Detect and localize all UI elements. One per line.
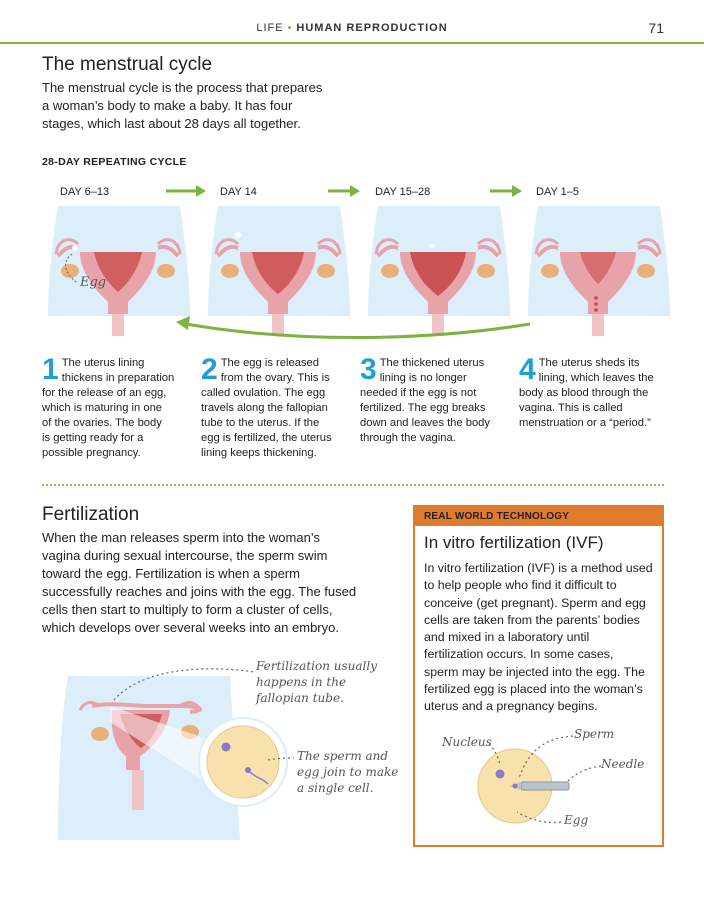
caption-line: fallopian tube. bbox=[256, 691, 344, 705]
step-line: tube to the uterus. If the bbox=[201, 417, 320, 429]
caption-line: happens in the bbox=[256, 675, 347, 689]
step-line: thickens in preparation bbox=[61, 372, 175, 384]
nucleus bbox=[222, 743, 231, 752]
caption-line: Fertilization usually bbox=[256, 659, 377, 673]
page-number: 71 bbox=[648, 20, 664, 36]
fertilization-title: Fertilization bbox=[42, 504, 140, 525]
egg-marker bbox=[72, 245, 78, 251]
step-line: through the vagina. bbox=[360, 432, 456, 444]
step-line: lining is no longer bbox=[379, 372, 467, 384]
ivf-nucleus bbox=[496, 770, 505, 779]
step-line: needed if the egg is not bbox=[360, 387, 477, 399]
step-1 bbox=[42, 353, 192, 461]
ivf-sperm bbox=[513, 784, 518, 789]
page-header bbox=[0, 0, 704, 44]
step-line: menstruation or a “period.” bbox=[519, 417, 651, 429]
step-line: travels along the fallopian bbox=[201, 402, 328, 414]
step-line: lining keeps thickening. bbox=[201, 447, 317, 459]
chapter-name: HUMAN REPRODUCTION bbox=[296, 22, 448, 34]
step-number: 4 bbox=[519, 353, 536, 386]
intro-line: a woman’s body to make a baby. It has four bbox=[42, 98, 293, 113]
caption-tube bbox=[256, 658, 377, 706]
ovary-left bbox=[91, 727, 109, 741]
step-line: The egg is released bbox=[220, 357, 319, 369]
ivf-egg-label: Egg bbox=[564, 813, 589, 827]
cycle-label: 28-DAY REPEATING CYCLE bbox=[42, 156, 187, 168]
day-label-3: DAY 15–28 bbox=[375, 186, 431, 198]
ivf-text bbox=[424, 560, 660, 716]
stage-2-panel bbox=[208, 206, 350, 336]
section-divider bbox=[42, 484, 664, 486]
step-line: body as blood through the bbox=[519, 387, 649, 399]
step-line: down and leaves the body bbox=[360, 417, 490, 429]
text-line: uterus and a pregnancy begins. bbox=[424, 699, 598, 714]
step-line: is getting ready for a bbox=[42, 432, 144, 444]
step-number: 3 bbox=[360, 353, 377, 386]
day-label-1: DAY 6–13 bbox=[60, 186, 110, 198]
ivf-header-bar bbox=[415, 507, 662, 526]
step-4 bbox=[519, 353, 669, 431]
text-line: cells are taken from the parents’ bodies bbox=[424, 612, 640, 627]
step-line: egg is fertilized, the uterus bbox=[201, 432, 332, 444]
text-line: fertilization occurs. In some cases, bbox=[424, 647, 614, 662]
menstrual-title: The menstrual cycle bbox=[42, 54, 213, 75]
step-number: 1 bbox=[42, 353, 59, 386]
text-line: sperm may be injected into the egg. The bbox=[424, 664, 645, 679]
text-line: and mixed in a laboratory until bbox=[424, 630, 590, 645]
step-line: which is maturing in one bbox=[42, 402, 163, 414]
day-label-4: DAY 1–5 bbox=[536, 186, 580, 198]
stage-1-panel bbox=[48, 206, 190, 336]
caption-join bbox=[297, 748, 398, 796]
intro-line: stages, which last about 28 days all together. bbox=[42, 116, 301, 131]
header-rule bbox=[0, 42, 704, 44]
step-line: The thickened uterus bbox=[379, 357, 485, 369]
text-line: When the man releases sperm into the woman’s bbox=[42, 530, 320, 545]
text-line: to help people who find it difficult to bbox=[424, 578, 617, 593]
caption-line: a single cell. bbox=[297, 781, 374, 795]
stage-arrows bbox=[0, 180, 704, 200]
step-line: from the ovary. This is bbox=[220, 372, 330, 384]
step-line: The uterus sheds its bbox=[538, 357, 640, 369]
step-line: for the release of an egg, bbox=[42, 387, 167, 399]
cycle-return-arrow bbox=[176, 316, 530, 338]
intro-line: The menstrual cycle is the process that prepares bbox=[42, 80, 323, 95]
caption-line: The sperm and bbox=[297, 749, 389, 763]
egg-cell bbox=[207, 726, 279, 798]
separator-dot: • bbox=[287, 22, 293, 34]
step-line: fertilized. The egg breaks bbox=[360, 402, 486, 414]
cycle-diagram bbox=[0, 202, 704, 342]
text-line: cells then start to multiply to form a cluster of cells, bbox=[42, 602, 333, 617]
ivf-sperm-label: Sperm bbox=[574, 727, 615, 741]
text-line: which develops over several weeks into an embryo. bbox=[42, 620, 339, 635]
step-line: vagina. This is called bbox=[519, 402, 623, 414]
step-line: The uterus lining bbox=[61, 357, 145, 369]
ivf-title: In vitro fertilization (IVF) bbox=[424, 533, 604, 552]
fertilization-text bbox=[42, 529, 402, 637]
step-line: possible pregnancy. bbox=[42, 447, 141, 459]
text-line: toward the egg. Fertilization is when a sperm bbox=[42, 566, 300, 581]
ivf-nucleus-label: Nucleus bbox=[442, 735, 492, 749]
section-name: LIFE bbox=[256, 22, 284, 34]
day-label-2: DAY 14 bbox=[220, 186, 257, 198]
ivf-header-label: REAL WORLD TECHNOLOGY bbox=[424, 511, 570, 522]
running-head bbox=[0, 22, 704, 34]
step-line: of the ovaries. The body bbox=[42, 417, 162, 429]
text-line: In vitro fertilization (IVF) is a method used bbox=[424, 561, 653, 575]
needle-icon bbox=[521, 782, 569, 790]
arrow-right-icon bbox=[490, 185, 522, 197]
step-line: lining, which leaves the bbox=[538, 372, 654, 384]
step-2 bbox=[201, 353, 351, 461]
arrow-right-icon bbox=[166, 185, 206, 197]
stage-4-panel bbox=[528, 206, 670, 336]
step-3 bbox=[360, 353, 510, 446]
text-line: successfully reaches and joins with the egg. The fused bbox=[42, 584, 357, 599]
step-line: called ovulation. The egg bbox=[201, 387, 326, 399]
text-line: vagina during sexual intercourse, the sperm swim bbox=[42, 548, 328, 563]
arrow-right-icon bbox=[328, 185, 360, 197]
stage-3-panel bbox=[368, 206, 510, 336]
menstrual-intro bbox=[42, 79, 342, 133]
egg-label: Egg bbox=[80, 275, 107, 290]
text-line: fertilized egg is placed into the woman’s bbox=[424, 682, 643, 697]
ivf-needle-label: Needle bbox=[601, 757, 645, 771]
caption-line: egg join to make bbox=[297, 765, 399, 779]
text-line: conceive (get pregnant). Sperm and egg bbox=[424, 595, 646, 610]
step-number: 2 bbox=[201, 353, 218, 386]
